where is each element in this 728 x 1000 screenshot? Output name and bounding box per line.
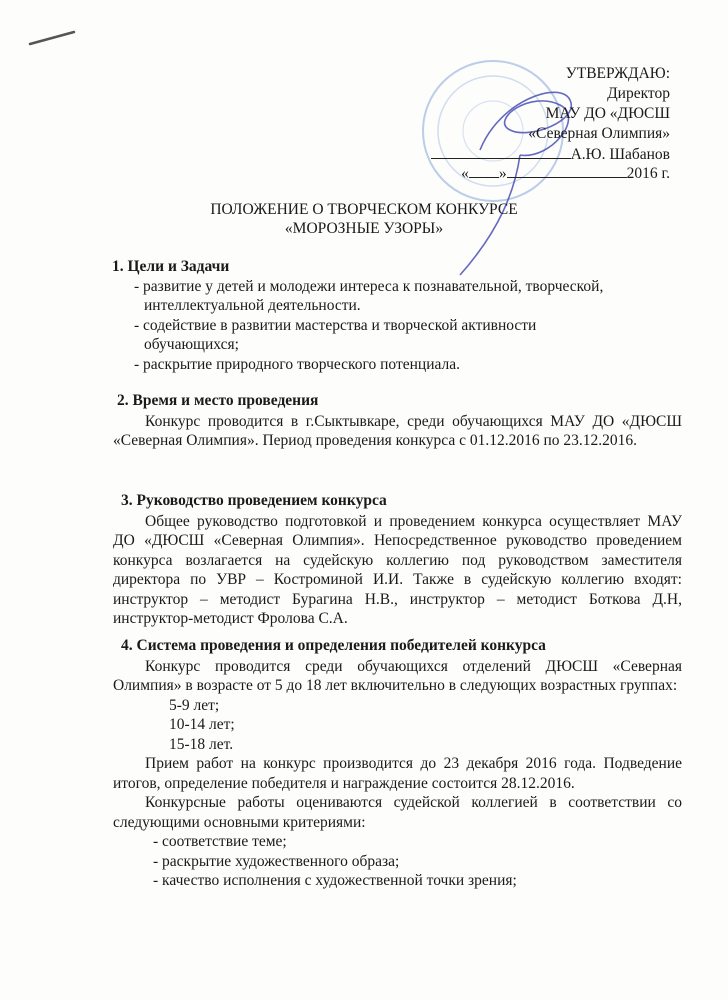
section-2-text: Конкурс проводится в г.Сыктывкаре, среди обучающихся МАУ ДО «ДЮСШ «Северная Олимпия». Период проведения конкурса с 01.12.2016 по 23.12.2016. [113,412,682,449]
title-line-1: ПОЛОЖЕНИЕ О ТВОРЧЕСКОМ КОНКУРСЕ [210,201,518,218]
title-line-2: «МОРОЗНЫЕ УЗОРЫ» [284,220,444,237]
age-group: 5-9 лет; [169,696,220,714]
date-quote-close: » [498,165,507,182]
goal-item-cont: обучающихся; [144,336,239,353]
date-line [461,163,670,183]
date-month-blank [507,163,627,178]
section-time-place [113,391,682,451]
approve-label: УТВЕРЖДАЮ: [565,65,670,82]
document-title [0,200,728,238]
section-1-heading: 1. Цели и Задачи [112,258,230,275]
director-position: Директор [607,85,670,102]
section-2-heading: 2. Время и место проведения [117,392,319,409]
director-name: А.Ю. Шабанов [570,146,670,163]
goal-item-cont: интеллектуальной деятельности. [144,297,361,314]
criterion: - раскрытие художественного образа; [153,852,400,870]
date-day-blank [469,163,499,178]
goal-item: - развитие у детей и молодежи интереса к познавательной, творческой, [134,277,604,295]
criterion: - соответствие теме; [153,833,287,850]
section-4-intro: Конкурс проводится среди обучающихся отделений ДЮСШ «Северная Олимпия» в возрасте от 5 до 18 лет включительно в следующих возрастных группах: [113,657,682,694]
org-line-1: МАУ ДО «ДЮСШ [545,105,670,122]
approval-block [528,64,670,144]
age-groups [113,696,682,755]
section-4-heading: 4. Система проведения и определения победителей конкурса [121,637,546,654]
section-management [113,491,682,629]
criteria-list [113,832,682,891]
goal-item: - раскрытие природного творческого потенциала. [134,355,460,373]
section-3-heading: 3. Руководство проведением конкурса [121,492,387,509]
section-goals [108,257,682,374]
date-quote-open: « [461,165,469,182]
age-group: 15-18 лет. [169,735,234,753]
section-4-criteria-intro: Конкурсные работы оцениваются судейской коллегией в соответствии со следующими основными критериями: [113,794,682,831]
section-3-text: Общее руководство подготовкой и проведением конкурса осуществляет МАУ ДО «ДЮСШ «Северная Олимпия». Непосредственное руководство проведением конкурса возлагается на судейскую коллегию под руководством заместителя директора по УВР – Костроминой И.И. Также в судейскую коллегию входят: инструктор – методист Бурагина Н.В., инструктор – методист Боткова Д.Н, инструктор-методист Фролова С.А. [113,512,682,627]
section-4-deadline: Прием работ на конкурс производится до 23 декабря 2016 года. Подведение итогов, определение победителя и награждение состоится 28.12.2016. [113,755,682,792]
signature-blank [431,144,571,159]
age-group: 10-14 лет; [169,716,235,733]
date-year: 2016 г. [626,165,670,182]
org-line-2: «Северная Олимпия» [528,125,670,142]
criterion: - качество исполнения с художественной точки зрения; [153,872,517,889]
pen-mark [28,28,78,48]
goal-item: - содействие в развитии мастерства и творческой активности [134,316,537,334]
signature-line [431,144,670,164]
section-system [113,636,682,891]
